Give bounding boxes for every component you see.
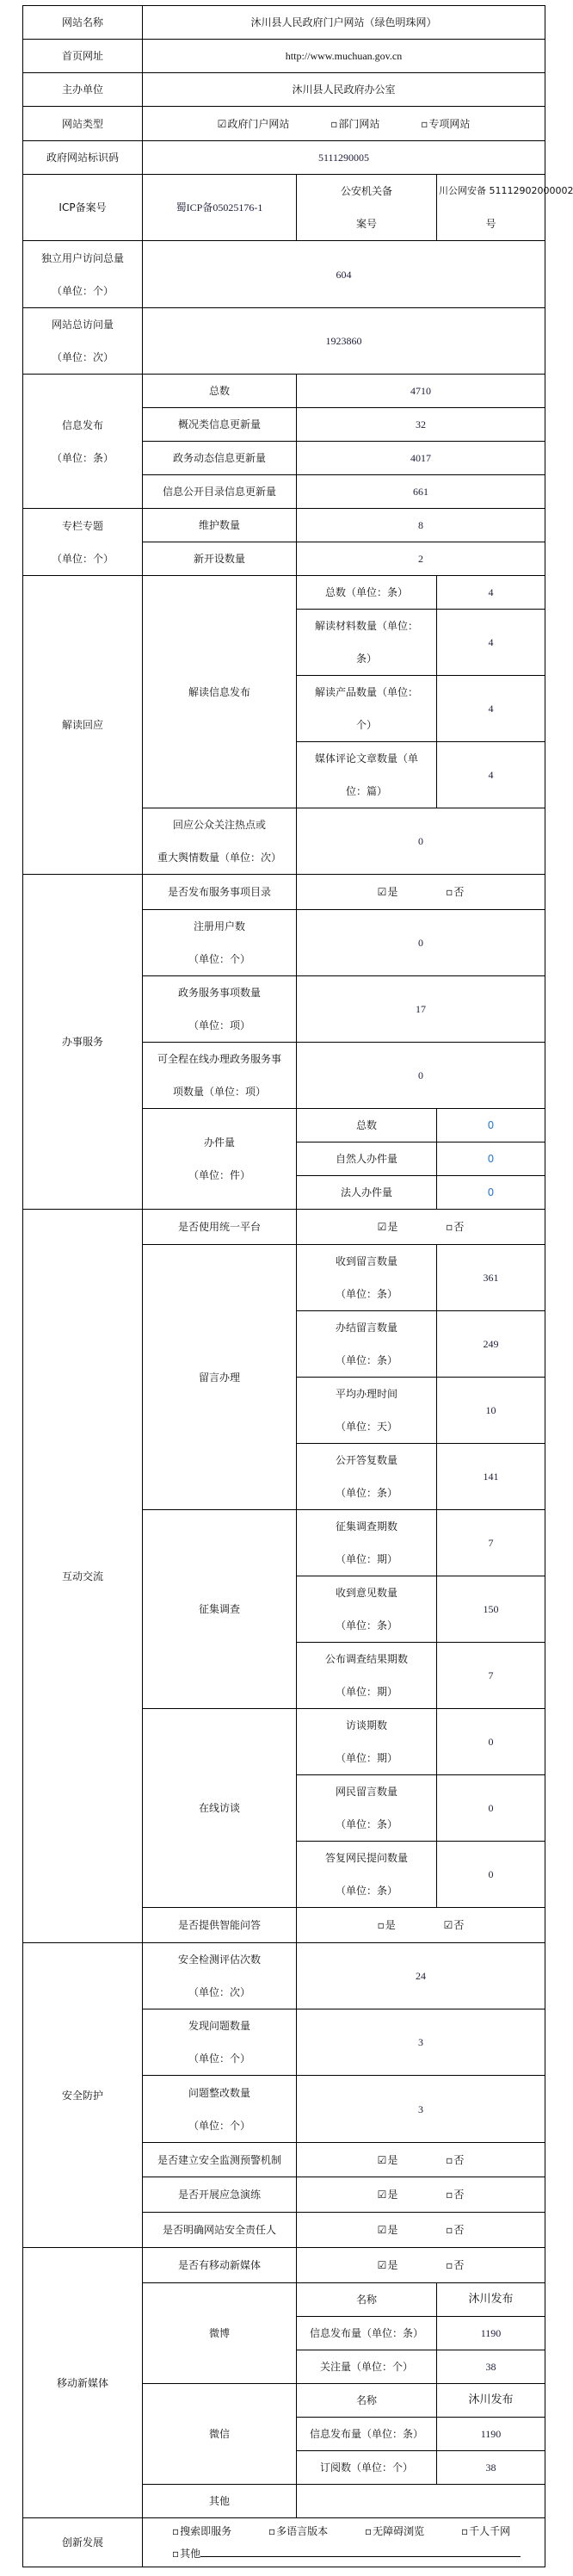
- metric-label: [297, 1444, 437, 1510]
- no-option[interactable]: [446, 2258, 464, 2272]
- metric-label: 关注量（单位：个）: [297, 2350, 437, 2384]
- label-line: 政务服务事项数量: [177, 987, 261, 999]
- table-row: [23, 576, 545, 610]
- wechat-label: 微信: [143, 2384, 297, 2485]
- metric-value: 3: [297, 2009, 545, 2076]
- yes-option[interactable]: [378, 1918, 396, 1932]
- label-line: 办结留言数量: [335, 1322, 397, 1334]
- no-option[interactable]: [446, 2188, 464, 2201]
- row-site-name: [23, 6, 545, 40]
- label-line: 网站总访问量: [51, 319, 114, 331]
- metric-value: 0: [437, 1775, 545, 1842]
- option-label: 多语言版本: [276, 2525, 329, 2537]
- yes-no-choice: [297, 2213, 545, 2248]
- metric-value: 0: [437, 1109, 545, 1142]
- weibo-label: 微博: [143, 2283, 297, 2384]
- option-label: 是: [387, 886, 398, 898]
- label-line: 收到意见数量: [335, 1587, 397, 1599]
- checkbox-icon[interactable]: ▫: [268, 2525, 276, 2537]
- innovation-option[interactable]: [461, 2520, 521, 2542]
- table-row: [23, 1943, 545, 2009]
- innovation-option[interactable]: [172, 2520, 268, 2542]
- metric-label: 总数: [143, 375, 297, 408]
- metric-value: 0: [297, 1043, 545, 1109]
- checkbox-icon[interactable]: ▫: [172, 2548, 180, 2560]
- homepage-label: 首页网址: [23, 40, 143, 73]
- table-row: [23, 509, 545, 542]
- yes-option[interactable]: [378, 2258, 398, 2272]
- label-line: （单位：条）: [335, 1885, 397, 1897]
- label-line: 解读材料数量（单位：: [314, 620, 418, 632]
- metric-value: 38: [437, 2451, 545, 2485]
- services-label: 办事服务: [23, 875, 143, 1210]
- yes-no-choice: [297, 875, 545, 910]
- label-line: （单位：天）: [335, 1421, 397, 1433]
- label-line: （单位：个）: [51, 284, 114, 297]
- metric-value: 4: [437, 742, 545, 808]
- metric-label: 自然人办件量: [297, 1142, 437, 1176]
- metric-label: 信息公开目录信息更新量: [143, 475, 297, 509]
- metric-value: 0: [437, 1176, 545, 1210]
- metric-value: 150: [437, 1576, 545, 1643]
- interpret-label: 解读回应: [23, 576, 143, 875]
- survey-label: 征集调查: [143, 1510, 297, 1709]
- label-line: （单位：期）: [335, 1553, 397, 1565]
- innovation-other-option[interactable]: [172, 2548, 521, 2560]
- metric-value: 361: [437, 1245, 545, 1311]
- option-label: 否: [453, 1221, 465, 1233]
- site-name-value: 沐川县人民政府门户网站（绿色明珠网）: [143, 6, 545, 40]
- checkbox-icon[interactable]: ▫: [172, 2525, 180, 2537]
- metric-value: 2: [297, 542, 545, 576]
- label-line: 独立用户访问总量: [40, 251, 124, 264]
- table-row: [23, 2248, 545, 2283]
- metric-label: 是否明确网站安全责任人: [143, 2213, 297, 2248]
- checkbox-icon[interactable]: ▫: [421, 117, 428, 130]
- row-icp: [23, 175, 545, 241]
- label-line: （单位：个）: [188, 2053, 250, 2065]
- label-line: （单位：条）: [335, 1619, 397, 1632]
- metric-label: [143, 910, 297, 976]
- metric-value: 0: [297, 910, 545, 976]
- metric-label: 新开设数量: [143, 542, 297, 576]
- option-label: 无障碍浏览: [373, 2525, 425, 2537]
- info-publish-label: [23, 375, 143, 509]
- site-code-value: 5111290005: [143, 141, 545, 175]
- metric-value: 0: [297, 808, 545, 875]
- label-line: 项数量（单位：项）: [172, 1086, 266, 1098]
- metric-value: 0: [437, 1709, 545, 1775]
- metric-value: 7: [437, 1510, 545, 1576]
- interpret-sub-label: 解读信息发布: [143, 576, 297, 808]
- metric-label: [297, 1245, 437, 1311]
- option-label: 是: [387, 2189, 398, 2201]
- sponsor-label: 主办单位: [23, 73, 143, 107]
- option-label: 否: [453, 2189, 465, 2201]
- checkbox-icon[interactable]: ▫: [446, 2224, 453, 2236]
- row-unique-visitors: [23, 241, 545, 308]
- metric-label: 是否建立安全监测预警机制: [143, 2143, 297, 2177]
- option-label: 否: [453, 1919, 465, 1931]
- metric-value: 1190: [437, 2418, 545, 2451]
- yes-no-choice: [297, 2248, 545, 2283]
- homepage-link[interactable]: http://www.muchuan.gov.cn: [143, 40, 545, 73]
- metric-label: 总数: [297, 1109, 437, 1142]
- label-line: 条）: [355, 653, 377, 665]
- metric-label: 是否发布服务事项目录: [143, 875, 297, 910]
- site-type-option[interactable]: [218, 117, 290, 131]
- checkbox-icon[interactable]: ▫: [330, 117, 338, 130]
- label-line: 答复网民提问数量: [324, 1852, 408, 1864]
- option-label: 否: [453, 2224, 465, 2236]
- checkbox-icon[interactable]: ▫: [446, 886, 453, 898]
- option-label: 专项网站: [428, 117, 471, 130]
- option-label: 是: [387, 2259, 398, 2271]
- label-line: （单位：条）: [335, 1487, 397, 1499]
- label-line: 公安机关备: [340, 185, 392, 197]
- metric-value: 3: [297, 2076, 545, 2143]
- metric-label: 其他: [143, 2485, 297, 2518]
- metric-label: [143, 1943, 297, 2009]
- total-visits-label: [23, 308, 143, 375]
- metric-label: [143, 2076, 297, 2143]
- police-record-value: [437, 175, 573, 241]
- option-label: 否: [453, 886, 465, 898]
- label-line: （单位：条）: [335, 1818, 397, 1830]
- unique-visitors-value: 604: [143, 241, 545, 308]
- metric-label: 订阅数（单位：个）: [297, 2451, 437, 2485]
- option-label: 其他: [180, 2548, 201, 2560]
- website-report-table: [22, 5, 573, 2567]
- metric-value: 10: [437, 1378, 545, 1444]
- checkbox-icon[interactable]: ☑: [217, 117, 227, 130]
- label-line: 信息发布: [61, 418, 103, 431]
- metric-label: [297, 676, 437, 742]
- label-line: （单位：条）: [335, 1354, 397, 1366]
- metric-label: 是否提供智能问答: [143, 1908, 297, 1943]
- label-line: 回应公众关注热点或: [172, 819, 266, 831]
- yes-no-choice: [297, 2143, 545, 2177]
- label-line: （单位：项）: [188, 1019, 250, 1031]
- metric-label: [297, 1378, 437, 1444]
- label-line: 平均办理时间: [335, 1388, 397, 1400]
- value-line: 号: [485, 218, 496, 230]
- row-homepage: [23, 40, 545, 73]
- metric-value: 32: [297, 408, 545, 442]
- no-option[interactable]: [444, 1918, 465, 1932]
- label-line: 注册用户数: [193, 920, 245, 932]
- cases-label: [143, 1109, 297, 1210]
- label-line: （单位：次）: [51, 351, 114, 363]
- metric-value: 4017: [297, 442, 545, 475]
- checkbox-icon[interactable]: ▫: [461, 2525, 469, 2537]
- yes-option[interactable]: [378, 885, 398, 899]
- metric-label: 信息发布量（单位：条）: [297, 2317, 437, 2350]
- weibo-name: 沐川发布: [437, 2283, 545, 2317]
- checkbox-icon[interactable]: ☑: [443, 1919, 453, 1931]
- label-line: （单位：个）: [188, 2119, 250, 2132]
- metric-label: [297, 742, 437, 808]
- police-record-label: [297, 175, 437, 241]
- label-line: 总数（单位：条）: [324, 586, 408, 598]
- metric-label: [143, 808, 297, 875]
- innovation-option[interactable]: [268, 2520, 365, 2542]
- label-line: （单位：个）: [51, 552, 114, 565]
- metric-label: 是否使用统一平台: [143, 1210, 297, 1245]
- sponsor-value: 沐川县人民政府办公室: [143, 73, 545, 107]
- option-label: 政府门户网站: [227, 117, 290, 130]
- row-site-code: [23, 141, 545, 175]
- innovation-option[interactable]: [365, 2520, 461, 2542]
- label-line: 位：篇）: [345, 785, 387, 797]
- row-site-type: [23, 107, 545, 141]
- metric-label: 维护数量: [143, 509, 297, 542]
- option-label: 是: [387, 2153, 398, 2166]
- icp-label: ICP备案号: [23, 175, 143, 241]
- no-option[interactable]: [446, 1220, 464, 1234]
- wechat-name: 沐川发布: [437, 2384, 545, 2418]
- checkbox-icon[interactable]: ☑: [377, 2224, 387, 2236]
- label-line: 收到留言数量: [335, 1255, 397, 1267]
- metric-label: [297, 610, 437, 676]
- checkbox-icon[interactable]: ▫: [365, 2525, 373, 2537]
- metric-label: 名称: [297, 2283, 437, 2317]
- metric-label: [297, 1510, 437, 1576]
- metric-value: 4710: [297, 375, 545, 408]
- metric-label: [143, 1043, 297, 1109]
- label-line: （单位：条）: [335, 1288, 397, 1300]
- metric-value: 4: [437, 676, 545, 742]
- metric-label: [297, 1775, 437, 1842]
- checkbox-icon[interactable]: ▫: [377, 1919, 385, 1931]
- site-type-option[interactable]: [421, 117, 470, 131]
- metric-label: 信息发布量（单位：条）: [297, 2418, 437, 2451]
- label-line: 解读产品数量（单位：: [314, 686, 418, 698]
- other-blank-input[interactable]: [200, 2546, 521, 2557]
- table-row: [23, 1210, 545, 1245]
- yes-no-choice: [297, 1210, 545, 1245]
- label-line: 案号: [355, 218, 377, 230]
- no-option[interactable]: [446, 2223, 464, 2237]
- option-label: 搜索即服务: [180, 2525, 232, 2537]
- metric-label: [297, 1643, 437, 1709]
- metric-label: [297, 1311, 437, 1378]
- site-name-label: 网站名称: [23, 6, 143, 40]
- metric-value: 8: [297, 509, 545, 542]
- site-code-label: 政府网站标识码: [23, 141, 143, 175]
- row-sponsor: [23, 73, 545, 107]
- metric-label: [297, 1576, 437, 1643]
- site-type-label: 网站类型: [23, 107, 143, 141]
- metric-label: 法人办件量: [297, 1176, 437, 1210]
- label-line: （单位：条）: [51, 451, 114, 464]
- interview-label: 在线访谈: [143, 1709, 297, 1908]
- metric-value: 17: [297, 976, 545, 1043]
- label-line: （单位：次）: [188, 1986, 250, 1998]
- table-row: [23, 375, 545, 408]
- table-row: [23, 2518, 545, 2567]
- label-line: 安全检测评估次数: [177, 1954, 261, 1966]
- option-label: 部门网站: [338, 117, 380, 130]
- checkbox-icon[interactable]: ☑: [377, 2189, 387, 2201]
- yes-no-choice: [297, 2177, 545, 2213]
- media-label: 移动新媒体: [23, 2248, 143, 2518]
- metric-value: 1190: [437, 2317, 545, 2350]
- label-line: 可全程在线办理政务服务事: [157, 1053, 281, 1065]
- metric-label: 是否开展应急演练: [143, 2177, 297, 2213]
- innovation-options: [143, 2518, 545, 2567]
- security-label: 安全防护: [23, 1943, 143, 2248]
- label-line: 媒体评论文章数量（单: [314, 752, 418, 765]
- metric-value: 4: [437, 610, 545, 676]
- label-line: 访谈期数: [345, 1719, 387, 1731]
- metric-label: [297, 1709, 437, 1775]
- label-line: 办件量: [203, 1136, 235, 1149]
- metric-label: 名称: [297, 2384, 437, 2418]
- total-visits-value: 1923860: [143, 308, 545, 375]
- site-type-options: [143, 107, 545, 141]
- checkbox-icon[interactable]: ▫: [446, 2259, 453, 2271]
- label-line: 个）: [355, 719, 377, 731]
- metric-label: 是否有移动新媒体: [143, 2248, 297, 2283]
- table-row: [23, 875, 545, 910]
- label-line: 问题整改数量: [188, 2086, 250, 2099]
- label-line: （单位：件）: [188, 1169, 250, 1181]
- option-label: 否: [453, 2153, 465, 2166]
- label-line: 重大舆情数量（单位：次）: [157, 851, 281, 864]
- interaction-label: 互动交流: [23, 1210, 143, 1943]
- option-label: 是: [387, 2224, 398, 2236]
- option-label: 是: [385, 1919, 396, 1931]
- option-label: 是: [387, 1221, 398, 1233]
- metric-value: [297, 2485, 545, 2518]
- columns-label: [23, 509, 143, 576]
- metric-label: [297, 576, 437, 610]
- checkbox-icon[interactable]: ▫: [446, 1221, 453, 1233]
- metric-label: 政务动态信息更新量: [143, 442, 297, 475]
- yes-option[interactable]: [378, 2188, 398, 2201]
- label-line: （单位：个）: [188, 953, 250, 965]
- metric-value: 0: [437, 1842, 545, 1908]
- no-option[interactable]: [446, 2153, 464, 2167]
- yes-option[interactable]: [378, 2153, 398, 2167]
- unique-visitors-label: [23, 241, 143, 308]
- checkbox-icon[interactable]: ▫: [446, 2153, 453, 2166]
- metric-value: 24: [297, 1943, 545, 2009]
- no-option[interactable]: [446, 885, 464, 899]
- label-line: 发现问题数量: [188, 2020, 250, 2032]
- metric-label: 概况类信息更新量: [143, 408, 297, 442]
- icp-value: 蜀ICP备05025176-1: [143, 175, 297, 241]
- value-line: 川公网安备 51112902000002: [439, 185, 573, 196]
- option-label: 千人千网: [469, 2525, 511, 2537]
- metric-label: [143, 2009, 297, 2076]
- metric-label: [297, 1842, 437, 1908]
- metric-value: 7: [437, 1643, 545, 1709]
- metric-value: 661: [297, 475, 545, 509]
- label-line: 征集调查期数: [335, 1520, 397, 1533]
- label-line: （单位：期）: [335, 1686, 397, 1698]
- option-label: 否: [453, 2259, 465, 2271]
- label-line: 专栏专题: [61, 519, 103, 532]
- label-line: 网民留言数量: [335, 1786, 397, 1798]
- checkbox-icon[interactable]: ☑: [377, 2153, 387, 2166]
- checkbox-icon[interactable]: ▫: [446, 2189, 453, 2201]
- label-line: 公布调查结果期数: [324, 1653, 408, 1665]
- checkbox-icon[interactable]: ☑: [377, 886, 387, 898]
- metric-value: 249: [437, 1311, 545, 1378]
- yes-option[interactable]: [378, 2223, 398, 2237]
- site-type-option[interactable]: [330, 117, 379, 131]
- metric-label: [143, 976, 297, 1043]
- messages-label: 留言办理: [143, 1245, 297, 1510]
- checkbox-icon[interactable]: ☑: [377, 2259, 387, 2271]
- label-line: 公开答复数量: [335, 1454, 397, 1466]
- yes-no-choice: [297, 1908, 545, 1943]
- innovation-label: 创新发展: [23, 2518, 143, 2567]
- label-line: （单位：期）: [335, 1752, 397, 1764]
- metric-value: 141: [437, 1444, 545, 1510]
- metric-value: 4: [437, 576, 545, 610]
- metric-value: 0: [437, 1142, 545, 1176]
- metric-value: 38: [437, 2350, 545, 2384]
- yes-option[interactable]: [378, 1220, 398, 1234]
- checkbox-icon[interactable]: ☑: [377, 1221, 387, 1233]
- row-total-visits: [23, 308, 545, 375]
